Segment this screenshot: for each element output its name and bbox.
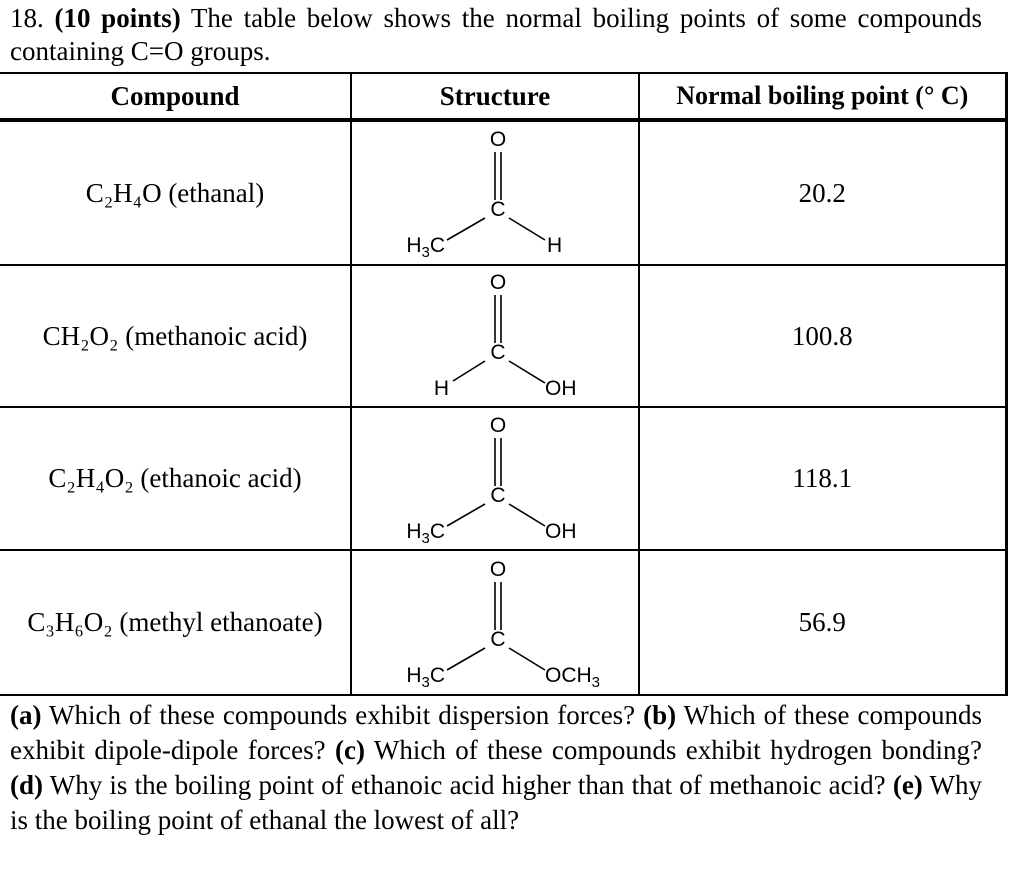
boiling-point-value: 100.8 xyxy=(639,265,1006,407)
table-row xyxy=(0,550,1006,695)
carbonyl-carbon-label: C xyxy=(490,341,506,364)
table-row xyxy=(0,407,1006,550)
part-a-label: (a) xyxy=(10,700,42,730)
methyl-ethanoate-structure-diagram xyxy=(395,557,601,691)
problem-intro-text: The table below shows the normal boiling points of some compounds containing C=O groups. xyxy=(10,3,982,66)
carbonyl-carbon-label: C xyxy=(490,198,506,221)
problem-number: 18. xyxy=(10,3,44,33)
part-e-label: (e) xyxy=(892,770,923,800)
part-c-label: (c) xyxy=(335,735,365,765)
carbonyl-carbon-label: C xyxy=(490,483,506,507)
part-d-label: (d) xyxy=(10,770,43,800)
part-d-text: Why is the boiling point of ethanoic acid higher than that of methanoic acid? xyxy=(43,770,893,800)
right-substituent-label: H xyxy=(547,234,563,257)
left-substituent-label: H xyxy=(433,377,449,400)
problem-intro xyxy=(10,2,982,68)
right-substituent-label: OH xyxy=(545,519,577,543)
compound-name: C₃H₆O₂ (methyl ethanoate) xyxy=(0,550,351,695)
left-substituent-label: $H_3C$ xyxy=(406,519,445,547)
carbonyl-carbon-label: C xyxy=(490,627,506,651)
table-row xyxy=(0,120,1006,265)
part-e-text: Why is the boiling point of ethanal the lowest of all? xyxy=(10,770,982,835)
compound-name: C₂H₄O (ethanal) xyxy=(0,120,351,265)
structure-cell xyxy=(351,407,639,550)
carbonyl-oxygen-label: O xyxy=(489,557,507,581)
structure-cell xyxy=(351,265,639,407)
problem-points: (10 points) xyxy=(54,3,181,33)
boiling-point-table xyxy=(0,72,1008,696)
part-b-text: Which of these compounds exhibit dipole-dipole forces? xyxy=(10,700,982,765)
carbonyl-oxygen-label: O xyxy=(489,413,507,437)
part-b-label: (b) xyxy=(643,700,677,730)
right-substituent-label: OH xyxy=(545,377,577,400)
ethanal-structure-diagram xyxy=(395,128,595,261)
table-row xyxy=(0,265,1006,407)
table-header-row xyxy=(0,73,1006,120)
right-substituent-label: $OCH_3$ xyxy=(545,663,601,691)
header-boiling-point: Normal boiling point (° C) xyxy=(639,73,1006,120)
boiling-point-value: 20.2 xyxy=(639,120,1006,265)
carbonyl-oxygen-label: O xyxy=(489,128,507,151)
header-structure: Structure xyxy=(351,73,639,120)
structure-cell xyxy=(351,550,639,695)
ethanoic-acid-structure-diagram xyxy=(395,413,595,547)
structure-cell xyxy=(351,120,639,265)
carbonyl-oxygen-label: O xyxy=(489,271,507,294)
compound-name: CH₂O₂ (methanoic acid) xyxy=(0,265,351,407)
left-substituent-label: $H_3C$ xyxy=(406,663,445,691)
part-c-text: Which of these compounds exhibit hydrogen bonding? xyxy=(364,735,982,765)
left-substituent-label: $H_3C$ xyxy=(406,234,445,261)
question-text xyxy=(10,698,982,838)
methanoic-acid-structure-diagram xyxy=(395,271,595,401)
boiling-point-value: 56.9 xyxy=(639,550,1006,695)
part-a-text: Which of these compounds exhibit dispersion forces? xyxy=(41,700,644,730)
header-compound: Compound xyxy=(0,73,351,120)
compound-name: C₂H₄O₂ (ethanoic acid) xyxy=(0,407,351,550)
boiling-point-value: 118.1 xyxy=(639,407,1006,550)
